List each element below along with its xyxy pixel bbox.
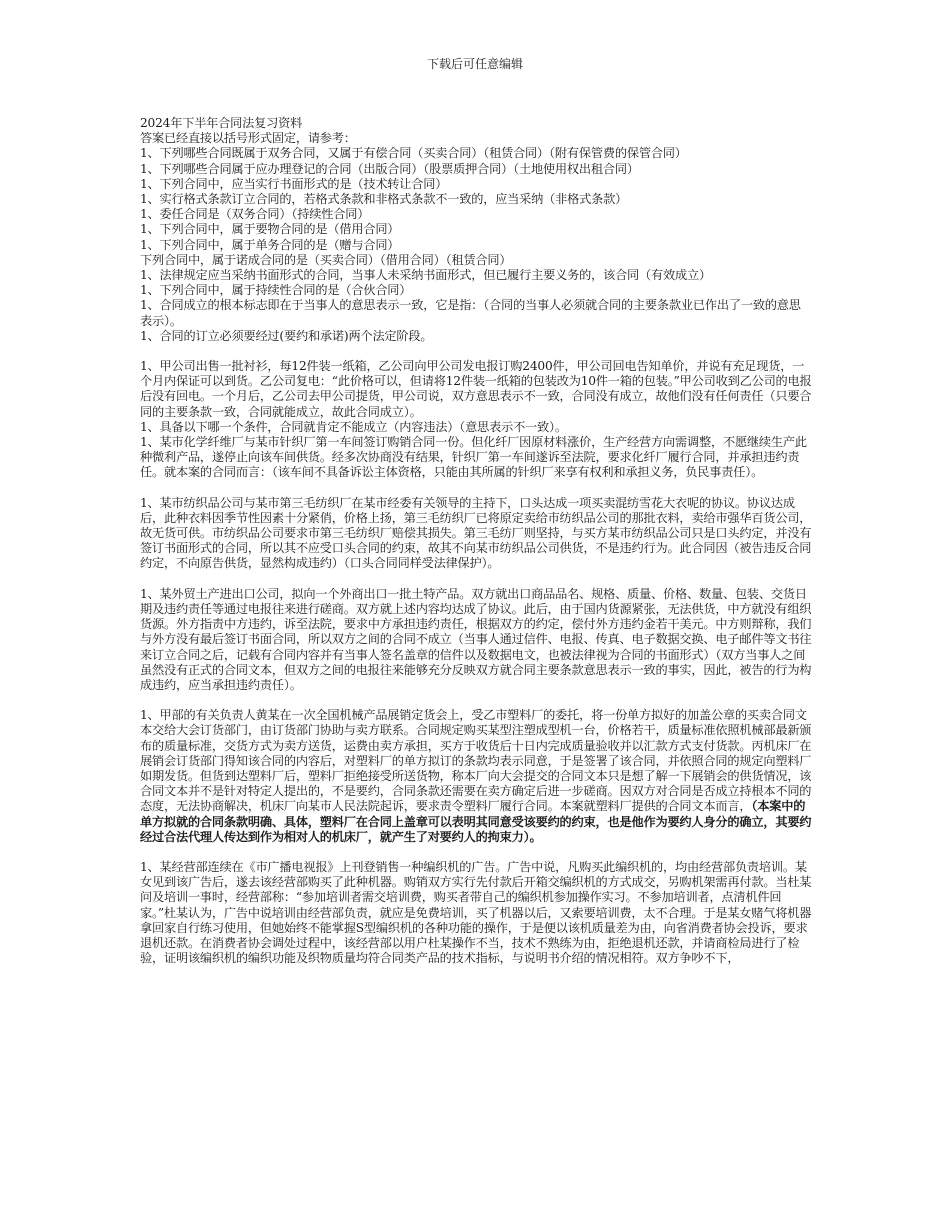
question-line: 1、下列合同中，属于要物合同的是（借用合同） <box>140 222 400 237</box>
doc-intro-line: 答案已经直接以括号形式固定，请参考： <box>140 131 356 146</box>
case-paragraph: 1、甲公司出售一批衬衫，每12件装一纸箱，乙公司向甲公司发电报订购2400件，甲公司回电告知单价，并说有充足现货，一个月内保证可以到货。乙公司复电：“此价格可以，但请将12件装一纸箱的包装改为10件一箱的包装。”甲公司收到乙公司的电报后没有回电。一个月后，乙公司去甲公司提货，甲公司说，双方意思表示不一致，合同没有成立，故他们没有任何责任（只要合同的主要条款一致，合同就能成立，故此合同成立）。 <box>140 359 812 419</box>
question-line: 1、法律规定应当采纳书面形式的合同，当事人未采纳书面形式，但已履行主要义务的，该合同（有效成立） <box>140 268 711 283</box>
case-paragraph: 1、某市化学纤维厂与某市针织厂第一车间签订购销合同一份。但化纤厂因原材料涨价，生产经营方向需调整，不愿继续生产此种微利产品，遂停止向该车间供货。经多次协商没有结果，针织厂第一车间遂诉至法院，要求化纤厂履行合同，并承担违约责任。就本案的合同而言：（该车间不具备诉讼主体资格，只能由其所属的针织厂来享有权利和承担义务，负民事责任）。 <box>140 435 807 480</box>
question-line: 1、合同的订立必须要经过(要约和承诺)两个法定阶段。 <box>140 328 433 343</box>
question-line: 1、下列哪些合同既属于双务合同，又属于有偿合同（买卖合同）（租赁合同）（附有保管费的保管合同） <box>140 146 687 161</box>
question-line: 1、下列合同中，属于单务合同的是（赠与合同） <box>140 237 400 252</box>
question-line: 1、委任合同是（双务合同）（持续性合同） <box>140 207 370 222</box>
case-text: 1、甲部的有关负责人黄某在一次全国机械产品展销定货会上，受乙市塑料厂的委托，将一份单方拟好的加盖公章的买卖合同文本交给大会订货部门，由订货部门协助与卖方联系。合同规定购买某型注塑成型机一台，价格若干，质量标准依照机械部最新颁布的质量标准，交货方式为卖方送货，运费由卖方承担，买方于收货后十日内完成质量验收并以汇款方式支付货款。丙机床厂在展销会订货部门得知该合同的内容后，对塑料厂的单方拟订的条款均表示同意，于是签署了该合同，并依照合同的规定向塑料厂如期发货。但货到达塑料厂后，塑料厂拒绝接受所送货物，称本厂向大会提交的合同文本只是想了解一下展销会的供货情况，该合同文本并不是针对特定人提出的，不是要约，合同条款还需要在卖方确定后进一步磋商。因双方对合同是否成立持根本不同的态度，无法协商解决，机床厂向某市人民法院起诉，要求责令塑料厂履行合同。本案就塑料厂提供的合同文本而言， <box>140 708 812 814</box>
question-line: 1、实行格式条款订立合同的，若格式条款和非格式条款不一致的，应当采纳（非格式条款） <box>140 192 628 207</box>
document-body <box>140 116 812 966</box>
case-paragraph: 1、某市纺织品公司与某市第三毛纺织厂在某市经委有关领导的主持下，口头达成一项买卖混纺雪花大衣呢的协议。协议达成后，此种衣料因季节性因素十分紧俏，价格上扬，第三毛纺织厂已将原定卖给市纺织品公司的那批衣料，卖给市强华百货公司，故无货可供。市纺织品公司要求市第三毛纺织厂赔偿其损失。第三毛纺厂则坚持，与买方某市纺织品公司只是口头约定，并没有签订书面形式的合同，所以其不应受口头合同的约束，故其不向某市纺织品公司供货，不是违约行为。此合同因（被告违反合同约定，不向原告供货，显然构成违约）（口头合同同样受法律保护）。 <box>140 495 812 571</box>
doc-title-line: 2024年下半年合同法复习资料 <box>140 116 303 130</box>
question-line: 1、下列哪些合同属于应办理登记的合同（出版合同）（股票质押合同）（土地使用权出租合同） <box>140 161 639 176</box>
page-header: 下载后可任意编辑 <box>426 57 523 71</box>
case-paragraph: 1、某经营部连续在《市广播电视报》上刊登销售一种编织机的广告。广告中说，凡购买此编织机的，均由经营部负责培训。某女见到该广告后，遂去该经营部购买了此种机器。购销双方实行先付款后开箱交编织机的方式成交，另购机架需再付款。当杜某问及培训一事时，经营部称：“参加培训者需交培训费，购买者带自己的编织机参加操作实习。不参加培训者，点清机件回家。”杜某认为，广告中说培训由经营部负责，就应是免费培训，买了机器以后，又索要培训费，太不合理。于是某女赌气将机器拿回家自行练习使用，但她始终不能掌握S型编织机的各种功能的操作，于是便以该机质量差为由，向省消费者协会投诉，要求退机还款。在消费者协会调处过程中，该经营部以用户杜某操作不当，技术不熟练为由，拒绝退机还款，并请商检局进行了检验，证明该编织机的编织功能及织物质量均符合同类产品的技术指标，与说明书介绍的情况相符。双方争吵不下， <box>140 859 812 966</box>
question-line: 1、合同成立的根本标志即在于当事人的意思表示一致，它是指：（合同的当事人必须就合同的主要条款业已作出了一致的意思表示）。 <box>140 298 801 328</box>
case-paragraph <box>140 708 812 845</box>
question-line: 1、具备以下哪一个条件，合同就肯定不能成立（内容违法）（意思表示不一致）。 <box>140 419 567 434</box>
bold-answer-text: （本案中的单方拟就的合同条款明确、具体，塑料厂在合同上盖章可以表明其同意受该要约的约束，也是他作为要约人身分的确立，其要约经过合法代理人传达到作为相对人的机床厂，就产生了对要约人的拘束力）。 <box>140 799 812 844</box>
question-line: 1、下列合同中，属于持续性合同的是（合伙合同） <box>140 283 412 298</box>
case-paragraph: 1、某外贸土产进出口公司，拟向一个外商出口一批土特产品。双方就出口商品品名、规格、质量、价格、数量、包装、交货日期及违约责任等通过电报往来进行磋商。双方就上述内容均达成了协议。此后，由于国内货源紧张，无法供货，中方就没有组织货源。外方指责中方违约，诉至法院，要求中方承担违约责任，根据双方的约定，偿付外方违约金若干美元。中方则辩称，我们与外方没有最后签订书面合同，所以双方之间的合同不成立（当事人通过信件、电报、传真、电子数据交换、电子邮件等文书往来订立合同之后，记载有合同内容并有当事人签名盖章的信件以及数据电文，也被法律视为合同的书面形式）（双方当事人之间虽然没有正式的合同文本，但双方之间的电报往来能够充分反映双方就合同主要条款意思表示一致的事实，因此，被告的行为构成违约，应当承担违约责任）。 <box>140 586 812 692</box>
question-line: 1、下列合同中，应当实行书面形式的是（技术转让合同） <box>140 176 448 191</box>
question-line: 下列合同中，属于诺成合同的是（买卖合同）（借用合同）（租赁合同） <box>140 252 512 267</box>
